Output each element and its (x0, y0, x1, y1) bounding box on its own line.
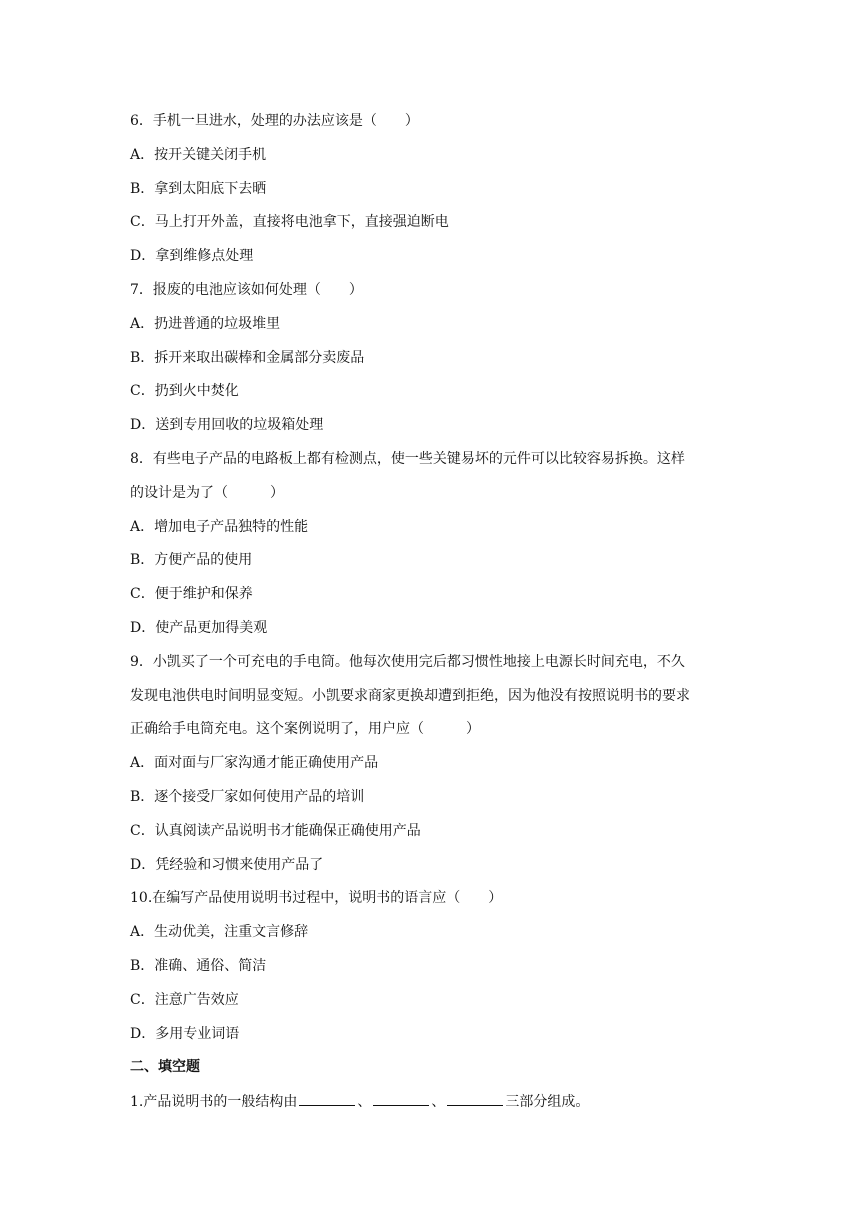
fill-in-prefix: 1.产品说明书的一般结构由 (130, 1094, 298, 1110)
question-10-stem: 10.在编写产品使用说明书过程中，说明书的语言应（ ） (130, 890, 503, 906)
question-9-option-b: B．逐个接受厂家如何使用产品的培训 (130, 789, 365, 805)
section-heading: 二、填空题 (130, 1059, 200, 1075)
question-9-option-c: C．认真阅读产品说明书才能确保正确使用产品 (130, 823, 421, 839)
answer-blank-3[interactable] (447, 1091, 503, 1106)
question-9-stem-line-1: 9．小凯买了一个可充电的手电筒。他每次使用完后都习惯性地接上电源长时间充电，不久 (130, 654, 685, 670)
question-7-stem: 7．报废的电池应该如何处理（ ） (130, 282, 363, 298)
question-7-option-b: B．拆开来取出碳棒和金属部分卖废品 (130, 350, 365, 366)
question-9-stem-line-3: 正确给手电筒充电。这个案例说明了，用户应（ ） (130, 721, 480, 737)
question-10-option-b: B．准确、通俗、简洁 (130, 958, 267, 974)
question-8-option-b: B．方便产品的使用 (130, 552, 253, 568)
fill-in-separator: 、 (357, 1094, 372, 1110)
question-8-option-a: A．增加电子产品独特的性能 (130, 519, 309, 535)
question-6-option-b: B．拿到太阳底下去晒 (130, 181, 267, 197)
question-6-option-c: C．马上打开外盖，直接将电池拿下，直接强迫断电 (130, 214, 449, 230)
question-10-option-a: A．生动优美，注重文言修辞 (130, 924, 309, 940)
question-8-stem-line-2: 的设计是为了（ ） (130, 485, 284, 501)
answer-blank-1[interactable] (299, 1091, 355, 1106)
question-7-option-a: A．扔进普通的垃圾堆里 (130, 316, 281, 332)
question-7-option-c: C．扔到火中焚化 (130, 383, 239, 399)
question-9-option-d: D．凭经验和习惯来使用产品了 (130, 857, 324, 873)
question-8-stem-line-1: 8．有些电子产品的电路板上都有检测点，使一些关键易坏的元件可以比较容易拆换。这样 (130, 451, 685, 467)
question-9-option-a: A．面对面与厂家沟通才能正确使用产品 (130, 755, 379, 771)
fill-in-suffix: 三部分组成。 (505, 1094, 590, 1110)
question-7-option-d: D．送到专用回收的垃圾箱处理 (130, 417, 324, 433)
fill-in-separator: 、 (431, 1094, 446, 1110)
answer-blank-2[interactable] (373, 1091, 429, 1106)
question-10-option-c: C．注意广告效应 (130, 992, 239, 1008)
question-9-stem-line-2: 发现电池供电时间明显变短。小凯要求商家更换却遭到拒绝，因为他没有按照说明书的要求 (130, 688, 690, 704)
question-10-option-d: D．多用专业词语 (130, 1026, 240, 1042)
fill-in-question-1 (130, 1091, 740, 1112)
question-8-option-d: D．使产品更加得美观 (130, 620, 268, 636)
question-6-option-d: D．拿到维修点处理 (130, 248, 254, 264)
question-6-stem: 6．手机一旦进水，处理的办法应该是（ ） (130, 113, 419, 129)
question-8-option-c: C．便于维护和保养 (130, 586, 253, 602)
question-6-option-a: A．按开关键关闭手机 (130, 147, 267, 163)
